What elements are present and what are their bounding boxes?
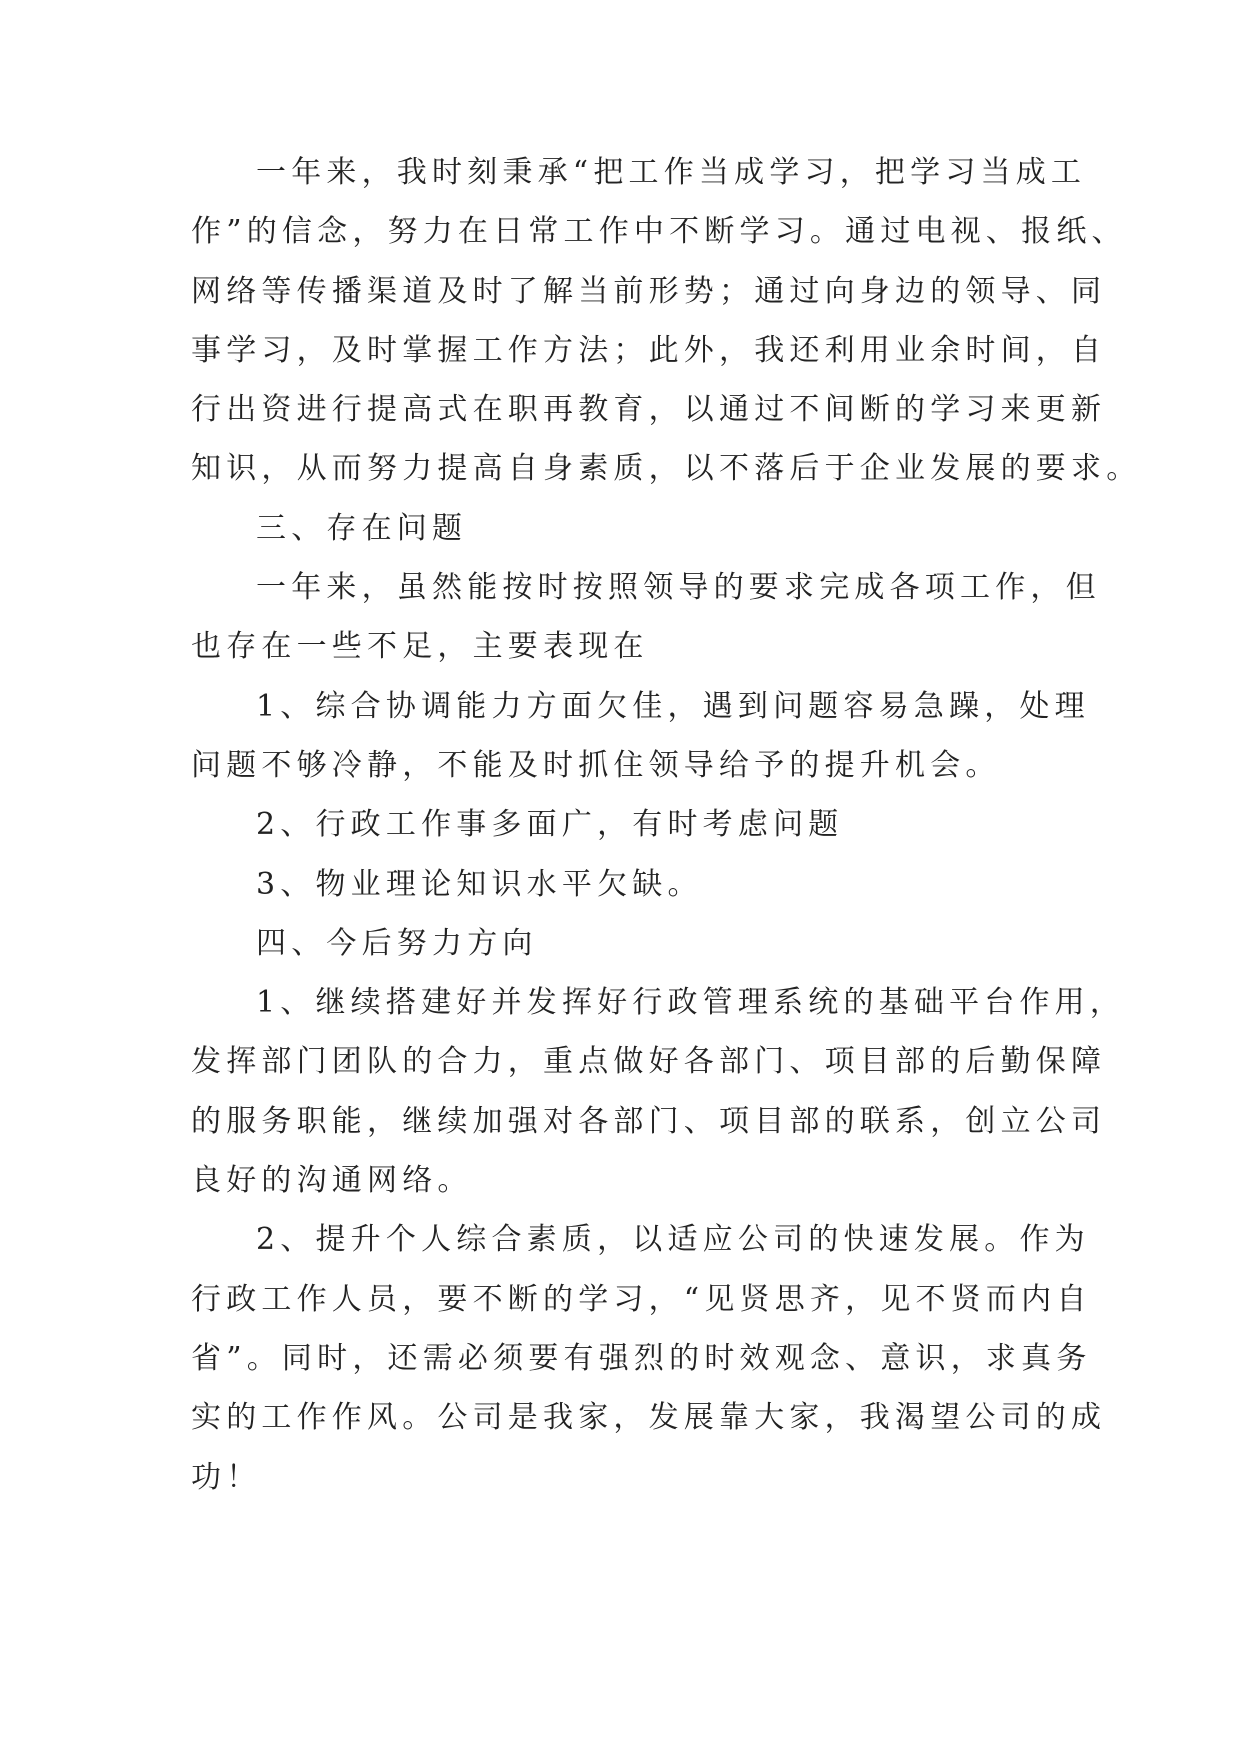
text-line: 事学习，及时掌握工作方法；此外，我还利用业余时间，自 xyxy=(191,332,1107,368)
section-heading-direction: 四、今后努力方向 xyxy=(256,925,538,961)
text-line: 网络等传播渠道及时了解当前形势；通过向身边的领导、同 xyxy=(191,273,1107,309)
text-line: 行政工作人员，要不断的学习，“见贤思齐，见不贤而内自 xyxy=(191,1281,1092,1317)
text-line: 功！ xyxy=(191,1459,262,1495)
text-line: 行出资进行提高式在职再教育，以通过不间断的学习来更新 xyxy=(191,392,1107,428)
list-item: 1、继续搭建好并发挥好行政管理系统的基础平台作用， xyxy=(256,985,1126,1021)
text-line: 作”的信念，努力在日常工作中不断学习。通过电视、报纸、 xyxy=(191,214,1127,250)
text-line: 实的工作作风。公司是我家，发展靠大家，我渴望公司的成 xyxy=(191,1400,1107,1436)
list-item: 2、行政工作事多面广，有时考虑问题 xyxy=(256,807,844,843)
text-line: 良好的沟通网络。 xyxy=(191,1163,473,1199)
text-line: 发挥部门团队的合力，重点做好各部门、项目部的后勤保障 xyxy=(191,1044,1107,1080)
text-line: 一年来，我时刻秉承“把工作当成学习，把学习当成工 xyxy=(256,155,1087,190)
text-line: 问题不够冷静，不能及时抓住领导给予的提升机会。 xyxy=(191,747,1001,783)
list-item: 3、物业理论知识水平欠缺。 xyxy=(256,866,703,902)
list-item: 2、提升个人综合素质，以适应公司的快速发展。作为 xyxy=(256,1222,1090,1258)
text-line: 一年来，虽然能按时按照领导的要求完成各项工作，但 xyxy=(256,570,1101,606)
document-body xyxy=(191,151,1142,1515)
text-line: 的服务职能，继续加强对各部门、项目部的联系，创立公司 xyxy=(191,1103,1107,1139)
text-line: 省”。同时，还需必须要有强烈的时效观念、意识，求真务 xyxy=(191,1340,1092,1376)
text-line: 也存在一些不足，主要表现在 xyxy=(191,629,649,665)
section-heading-problems: 三、存在问题 xyxy=(256,510,468,546)
list-item: 1、综合协调能力方面欠佳，遇到问题容易急躁，处理 xyxy=(256,688,1090,724)
text-line: 知识，从而努力提高自身素质，以不落后于企业发展的要求。 xyxy=(191,451,1142,487)
